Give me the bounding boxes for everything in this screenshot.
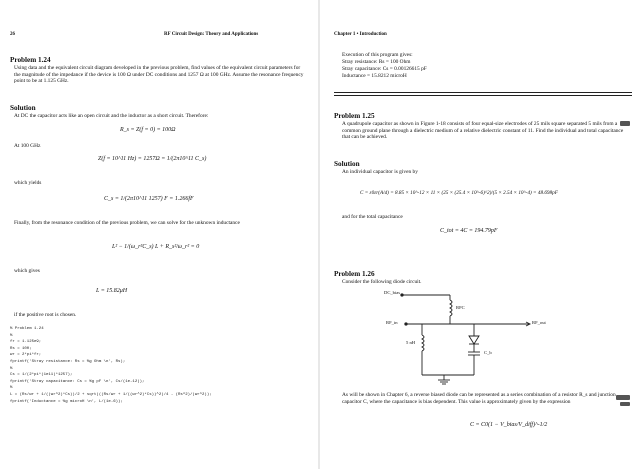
solution-title: Solution bbox=[334, 160, 360, 168]
exec-line: Stray resistance: Rs = 100 Ohm bbox=[342, 59, 411, 65]
equation-cs: C_s = 1/(2π10^11 1257) F = 1.266fF bbox=[104, 196, 194, 202]
equation-impedance: Z(f = 10^11 Hz) = 1257Ω = 1/(2π10^11 C_s) bbox=[98, 156, 207, 162]
right-page bbox=[320, 0, 638, 469]
scan-smudge bbox=[620, 402, 630, 406]
problem-text: Using data and the equivalent circuit diagram developed in the previous problem, find values of the equivalent circuit parameters for the magnitude of the impedance if the device is 100 Ω under DC conditions and 1257 Ω at 100 GHz. Assume the resonance frequency point to be at 1.125 GHz. bbox=[14, 65, 304, 85]
which-gives: which gives bbox=[14, 268, 40, 274]
capacitor-label: C_b bbox=[484, 350, 492, 355]
final-text: As will be shown in Chapter 6, a reverse biased diode can be represented as a series combination of a resistor R_s and junction capacitor C, where the capacitance is bias dependent. This value is approximately given by the expression bbox=[342, 392, 616, 405]
equation-diode-c: C = C0(1 − V_bias/V_diff)^-1/2 bbox=[470, 422, 548, 428]
positive-root: if the positive root is chosen. bbox=[14, 312, 77, 318]
dc-bias-label: DC_bias bbox=[384, 290, 401, 295]
equation-quadratic: L² − 1/(ω_r²C_s) L + R_s²/ω_r² = 0 bbox=[112, 244, 200, 250]
problem-title: Problem 1.26 bbox=[334, 270, 375, 278]
problem-text: A quadrupole capacitor as shown in Figure 1-18 consists of four equal-size electrodes of 25 mils square separated 5 mils from a common ground plane through a dielectric medium of a relative dielectric constant of 11. Find the individual and total capacitance that can be achieved. bbox=[342, 121, 624, 141]
at-100ghz: At 100 GHz bbox=[14, 143, 41, 149]
running-head: RF Circuit Design: Theory and Applications bbox=[164, 32, 259, 37]
exec-line: Inductance = 15.8212 microH bbox=[342, 73, 407, 79]
page-number: 26 bbox=[10, 32, 15, 37]
equation-ctot: C_tot = 4C = 194.79pF bbox=[440, 228, 498, 234]
scan-smudge bbox=[616, 395, 630, 400]
problem-text: Consider the following diode circuit. bbox=[342, 279, 422, 285]
equation-rs: R_s = Z(f = 0) = 100Ω bbox=[120, 127, 176, 133]
rf-in-label: RF_in bbox=[386, 320, 398, 325]
problem-title: Problem 1.25 bbox=[334, 112, 375, 120]
equation-l: L = 15.82μH bbox=[96, 288, 128, 294]
running-head: Chapter 1 • Introduction bbox=[334, 32, 387, 37]
finally-text: Finally, from the resonance condition of the previous problem, we can solve for the unknown inductance bbox=[14, 220, 240, 226]
matlab-code: % Problem 1.24 % fr = 1.125e9; Rs = 100; wr = 2*pi*fr; fprintf('Stray resistance: Rs = %g Ohm \n', Rs); % Cs = 1/(2*pi*(1e11)*1257); fprintf('Stray capacitance: Cs = %g pF \n', Cs/(1e-12)); % L = (Rs/wr + 1/((wr^2)*Cs))/2 + sqrt(((Rs/wr + 1/((wr^2)*Cs))^2)/4 - (Rs^2)/(wr^2)); fprintf('Inductance = %g microH \n', L/(1e-6)); bbox=[10, 327, 212, 404]
solution-intro: An individual capacitor is given by bbox=[342, 169, 418, 175]
solution-title: Solution bbox=[10, 104, 36, 112]
equation-c: C = ε0εr(A/d) = 8.85 × 10^-12 × 11 × (25 × (25.4 × 10^-6)^2)/(5 × 2.54 × 10^-4) = 48.698pF bbox=[360, 190, 558, 196]
exec-line: Stray capacitance: Cs = 0.00126615 pF bbox=[342, 66, 427, 72]
solution-intro: At DC the capacitor acts like an open circuit and the inductor as a short circuit. Therefore: bbox=[14, 113, 209, 119]
scan-smudge bbox=[620, 121, 630, 126]
left-page bbox=[0, 0, 318, 469]
rf-out-label: RF_out bbox=[532, 320, 546, 325]
rfc-label: RFC bbox=[456, 305, 465, 310]
which-yields: which yields bbox=[14, 180, 42, 186]
exec-line: Execution of this program gives: bbox=[342, 52, 413, 58]
problem-title: Problem 1.24 bbox=[10, 56, 51, 64]
total-text: and for the total capacitance bbox=[342, 214, 403, 220]
inductor-label: 5 nH bbox=[406, 340, 416, 345]
